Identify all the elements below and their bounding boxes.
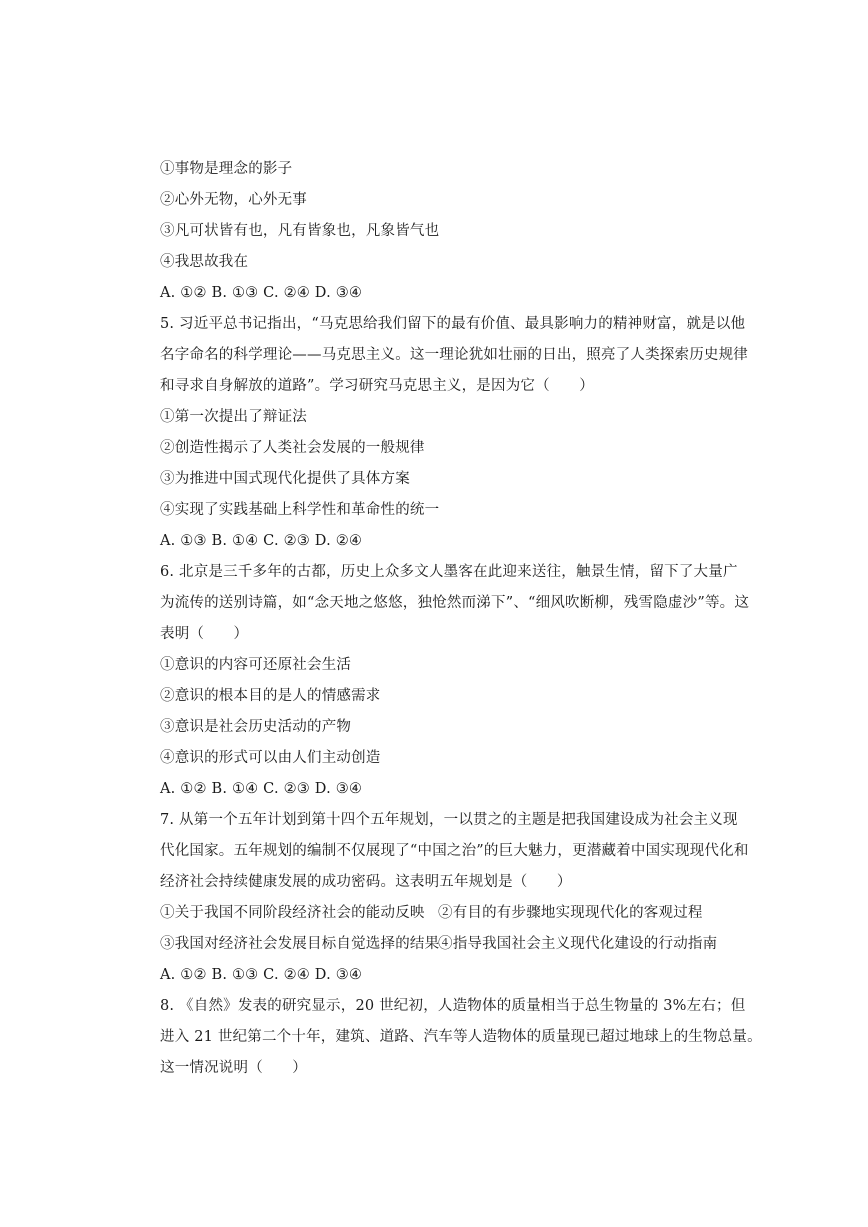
q4-answer-choices: A. ①② B. ①③ C. ②④ D. ③④ (160, 285, 363, 301)
q4-option-4: ④我思故我在 (160, 254, 249, 270)
page-content (160, 154, 762, 1084)
q7-stem-line-2: 代化国家。五年规划的编制不仅展现了“中国之治”的巨大魅力，更潜藏着中国实现现代化和 (160, 843, 749, 859)
q5-option-1: ①第一次提出了辩证法 (160, 409, 307, 425)
q5-answer-choices: A. ①③ B. ①④ C. ②③ D. ②④ (160, 533, 363, 549)
q6-option-1: ①意识的内容可还原社会生活 (160, 657, 352, 673)
q5-stem-line-2: 名字命名的科学理论——马克思主义。这一理论犹如壮丽的日出，照亮了人类探索历史规律 (160, 347, 748, 363)
q7-option-1: ①关于我国不同阶段经济社会的能动反映 (160, 905, 425, 921)
q5-option-2: ②创造性揭示了人类社会发展的一般规律 (160, 440, 425, 456)
q8-stem-line-1: 8. 《自然》发表的研究显示，20 世纪初，人造物体的质量相当于总生物量的 3%左右；但 (160, 998, 746, 1014)
q8-stem-line-3: 这一情况说明（ ） (160, 1060, 307, 1076)
q7-option-2: ②有目的有步骤地实现现代化的客观过程 (438, 905, 703, 921)
q6-option-2: ②意识的根本目的是人的情感需求 (160, 688, 381, 704)
q5-option-3: ③为推进中国式现代化提供了具体方案 (160, 471, 410, 487)
q5-stem-line-3: 和寻求自身解放的道路”。学习研究马克思主义，是因为它（ ） (160, 378, 594, 394)
q6-option-3: ③意识是社会历史活动的产物 (160, 719, 352, 735)
q7-option-4: ④指导我国社会主义现代化建设的行动指南 (438, 936, 718, 952)
q7-options-row-1 (160, 898, 720, 929)
q6-option-4: ④意识的形式可以由人们主动创造 (160, 750, 381, 766)
q7-answer-choices: A. ①② B. ①③ C. ②④ D. ③④ (160, 967, 363, 983)
q5-option-4: ④实现了实践基础上科学性和革命性的统一 (160, 502, 440, 518)
q6-answer-choices: A. ①② B. ①④ C. ②③ D. ③④ (160, 781, 363, 797)
q6-stem-line-3: 表明（ ） (160, 626, 249, 642)
q4-option-3: ③凡可状皆有也，凡有皆象也，凡象皆气也 (160, 223, 440, 239)
q6-stem-line-1: 6. 北京是三千多年的古都，历史上众多文人墨客在此迎来送往，触景生情，留下了大量广 (160, 564, 738, 580)
q7-options-row-2 (160, 929, 720, 960)
q6-stem-line-2: 为流传的送别诗篇，如“念天地之悠悠，独怆然而涕下”、“细风吹断柳，残雪隐虚沙”等。这 (160, 595, 750, 611)
q8-stem-line-2: 进入 21 世纪第二个十年，建筑、道路、汽车等人造物体的质量现已超过地球上的生物总量。 (160, 1029, 762, 1045)
q7-stem-line-1: 7. 从第一个五年计划到第十四个五年规划，一以贯之的主题是把我国建设成为社会主义现 (160, 812, 738, 828)
q4-option-1: ①事物是理念的影子 (160, 161, 293, 177)
q7-option-3: ③我国对经济社会发展目标自觉选择的结果 (160, 936, 440, 952)
q4-option-2: ②心外无物，心外无事 (160, 192, 307, 208)
q7-stem-line-3: 经济社会持续健康发展的成功密码。这表明五年规划是（ ） (160, 874, 572, 890)
q5-stem-line-1: 5. 习近平总书记指出，“马克思给我们留下的最有价值、最具影响力的精神财富，就是以他 (160, 316, 746, 332)
